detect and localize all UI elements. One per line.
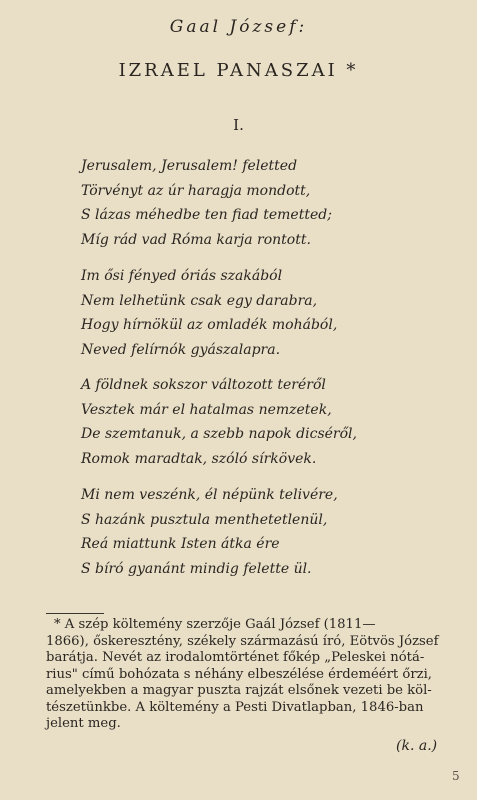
- verse-line: Törvényt az úr haragja mondott,: [81, 182, 311, 199]
- footnote-line: jelent meg.: [46, 716, 121, 731]
- verse-line: Im ősi fényed óriás szakából: [81, 268, 283, 284]
- verse-line: S bíró gyanánt mindig felette ül.: [81, 560, 312, 577]
- footnote-line: barátja. Nevét az irodalomtörténet főkép „Peleskei nótá-: [46, 650, 425, 665]
- footnote-line: rius" című bohózata s néhány elbeszélése érdeméért őrzi,: [46, 666, 432, 682]
- footnote-line: amelyekben a magyar puszta rajzát elsőnek vezeti be köl-: [46, 683, 432, 698]
- footnote-line: * A szép költemény szerzője Gaál József (1811—: [54, 617, 376, 632]
- verse-line: De szemtanuk, a szebb napok dicséről,: [81, 426, 357, 442]
- stanza-1: [81, 154, 332, 252]
- poem-title: IZRAEL PANASZAI *: [118, 60, 359, 81]
- verse-line: Nem lelhetünk csak egy darabra,: [81, 292, 318, 309]
- footnote: [46, 617, 446, 733]
- footnote-signature: (k. a.): [396, 738, 438, 754]
- verse-line: Hogy hírnökül az omladék mohából,: [81, 317, 338, 333]
- page-number: 5: [452, 769, 460, 783]
- footnote-divider: [46, 613, 104, 614]
- footnote-line: tészetünkbe. A költemény a Pesti Divatlapban, 1846-ban: [46, 699, 424, 715]
- stanza-3: [81, 373, 357, 471]
- verse-line: S hazánk pusztula menthetetlenül,: [81, 511, 328, 528]
- author-heading: Gaal József:: [169, 17, 308, 37]
- verse-line: Reá miattunk Isten átka ére: [81, 536, 280, 552]
- verse-line: Romok maradtak, szóló sírkövek.: [81, 450, 317, 467]
- verse-line: Neved felírnók gyászalapra.: [81, 341, 281, 358]
- verse-line: Jerusalem, Jerusalem! feletted: [81, 158, 298, 174]
- stanza-4: [81, 483, 338, 581]
- verse-line: A földnek sokszor változott teréről: [81, 377, 326, 393]
- verse-line: Mi nem veszénk, él népünk telivére,: [81, 487, 338, 503]
- footnote-line: 1866), őskeresztény, székely származású író, Eötvös József: [46, 633, 439, 649]
- verse-line: Vesztek már el hatalmas nemzetek,: [81, 401, 332, 418]
- section-number: I.: [233, 116, 244, 134]
- verse-line: S lázas méhedbe ten fiad temetted;: [81, 207, 332, 223]
- verse-line: Míg rád vad Róma karja rontott.: [81, 231, 311, 248]
- stanza-2: [81, 264, 337, 362]
